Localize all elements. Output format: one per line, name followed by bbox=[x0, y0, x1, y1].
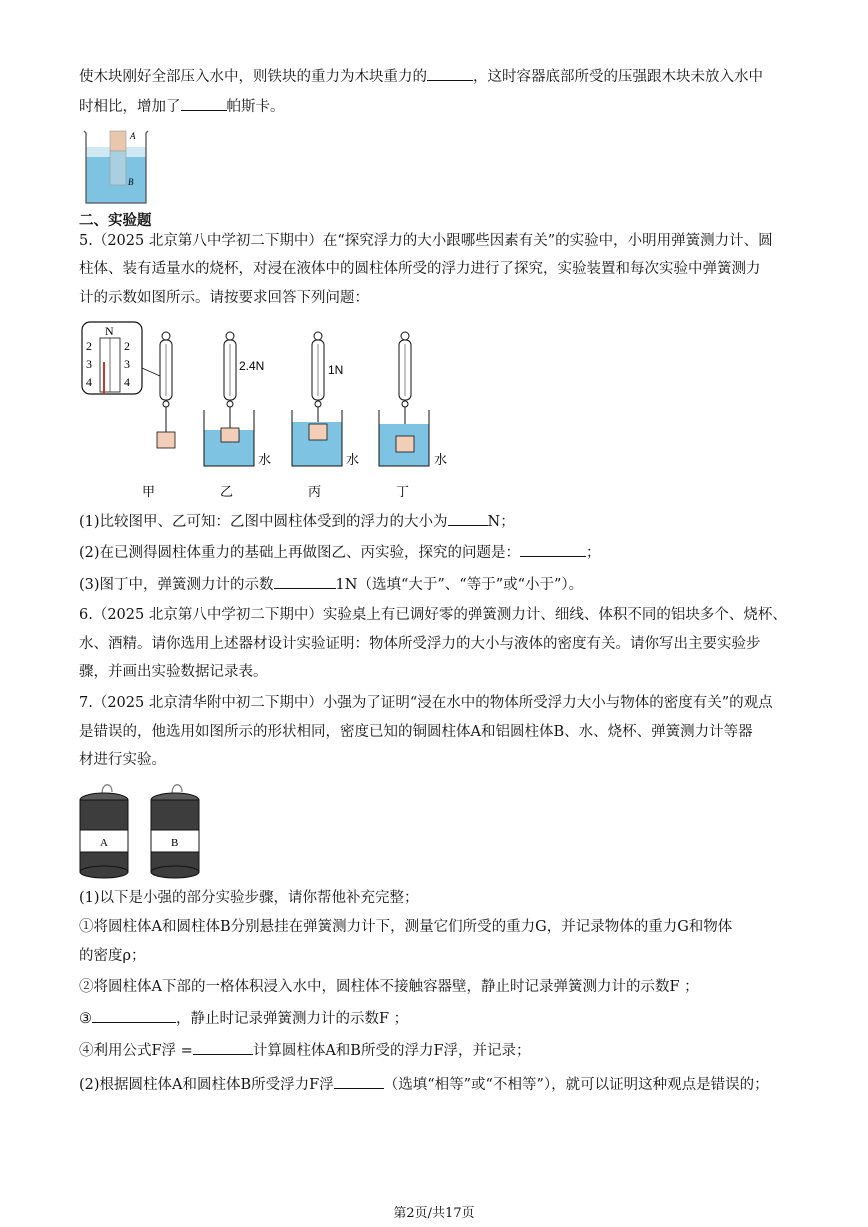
svg-text:2: 2 bbox=[86, 339, 92, 353]
q5-line-3: 计的示数如图所示。请按要求回答下列问题： bbox=[79, 290, 369, 306]
svg-text:4: 4 bbox=[86, 375, 92, 389]
q4-line-1: 使木块刚好全部压入水中，则铁块的重力为木块重力的 ，这时容器底部所受的压强跟木块未放入水中 bbox=[79, 66, 763, 87]
label-a: A bbox=[130, 131, 136, 141]
water-label-bing: 水 bbox=[346, 453, 360, 468]
answer-blank[interactable] bbox=[274, 574, 336, 589]
q7-sub-2: (2)根据圆柱体A和圆柱体B所受浮力F浮 （选填“相等”或“不相等”），就可以证明这种观点是错误的； bbox=[79, 1074, 769, 1095]
svg-text:3: 3 bbox=[86, 357, 92, 371]
answer-blank[interactable] bbox=[520, 542, 586, 557]
q7-sub-1: (1)以下是小强的部分实验步骤，请你帮他补充完整； bbox=[79, 890, 419, 906]
answer-blank[interactable] bbox=[92, 1008, 176, 1023]
q7-step-1b: 的密度ρ； bbox=[79, 948, 146, 964]
spring-scale-jia bbox=[157, 332, 175, 448]
caption-bing: 丙 bbox=[308, 485, 322, 500]
spring-scale-experiment-figure bbox=[78, 318, 458, 503]
svg-text:4: 4 bbox=[124, 375, 130, 389]
q4-line-2: 时相比，增加了 帕斯卡。 bbox=[79, 96, 285, 117]
label-b: B bbox=[128, 177, 134, 187]
q7-line-1: 7.（2025 北京清华附中初二下期中）小强为了证明“浸在水中的物体所受浮力大小与物体的密度有关”的观点 bbox=[79, 695, 773, 711]
q7-step-1a: ①将圆柱体A和圆柱体B分别悬挂在弹簧测力计下，测量它们所受的重力G，并记录物体的重力G和物体 bbox=[79, 919, 733, 935]
q7-step-2: ②将圆柱体A下部的一格体积浸入水中，圆柱体不接触容器壁，静止时记录弹簧测力计的示数F ； bbox=[79, 979, 699, 995]
q5-sub-1: (1)比较图甲、乙可知：乙图中圆柱体受到的浮力的大小为 N； bbox=[79, 511, 515, 532]
reading-bing: 1N bbox=[328, 363, 344, 377]
svg-text:3: 3 bbox=[124, 357, 130, 371]
water-label-yi: 水 bbox=[258, 453, 272, 468]
cylinder-b bbox=[151, 785, 199, 878]
caption-ding: 丁 bbox=[396, 485, 410, 500]
answer-blank[interactable] bbox=[181, 96, 227, 111]
iron-block-b bbox=[110, 151, 126, 185]
spring-scale-ding bbox=[379, 332, 429, 466]
page-number: 第2页/共17页 bbox=[393, 1206, 475, 1221]
q7-step-4: ④利用公式F浮 = 计算圆柱体A和B所受的浮力F浮，并记录； bbox=[79, 1040, 531, 1061]
q5-line-1: 5.（2025 北京第八中学初二下期中）在“探究浮力的大小跟哪些因素有关”的实验中，小明用弹簧测力计、圆 bbox=[79, 233, 773, 249]
q7-step-3: ③ ，静止时记录弹簧测力计的示数F ； bbox=[79, 1008, 408, 1029]
q7-line-3: 材进行实验。 bbox=[79, 752, 166, 768]
cylinder-a-label: A bbox=[100, 837, 108, 849]
q5-line-2: 柱体、装有适量水的烧杯，对浸在液体中的圆柱体所受的浮力进行了探究，实验装置和每次实验中弹簧测力 bbox=[79, 261, 761, 277]
caption-jia: 甲 bbox=[142, 485, 156, 500]
wood-block-a bbox=[110, 131, 126, 151]
q5-sub-3: (3)图丁中，弹簧测力计的示数 1N（选填“大于”、“等于”或“小于”）。 bbox=[79, 574, 583, 595]
answer-blank[interactable] bbox=[334, 1074, 384, 1089]
cylinder-b-label: B bbox=[171, 837, 179, 849]
q6-line-1: 6.（2025 北京第八中学初二下期中）实验桌上有已调好零的弹簧测力计、细线、体积不同的铝块多个、烧杯、 bbox=[79, 607, 787, 623]
section-title: 二、实验题 bbox=[79, 212, 152, 229]
svg-text:2: 2 bbox=[124, 339, 130, 353]
answer-blank[interactable] bbox=[427, 66, 473, 81]
reading-yi: 2.4N bbox=[239, 359, 265, 373]
cylinders-figure bbox=[78, 780, 218, 880]
q6-line-2: 水、酒精。请你选用上述器材设计实验证明：物体所受浮力的大小与液体的密度有关。请你写出主要实验步 bbox=[79, 636, 761, 652]
water-label-ding: 水 bbox=[434, 453, 448, 468]
q7-line-2: 是错误的，他选用如图所示的形状相同，密度已知的铜圆柱体A和铝圆柱体B、水、烧杯、弹簧测力计等器 bbox=[79, 724, 753, 740]
q6-line-3: 骤，并画出实验数据记录表。 bbox=[79, 664, 268, 680]
spring-scale-bing bbox=[292, 332, 342, 466]
q5-sub-2: (2)在已测得圆柱体重力的基础上再做图乙、丙实验，探究的问题是： ； bbox=[79, 542, 601, 563]
cylinder-a bbox=[80, 785, 128, 878]
answer-blank[interactable] bbox=[448, 511, 488, 526]
answer-blank[interactable] bbox=[193, 1040, 253, 1055]
scale-unit: N bbox=[105, 324, 114, 338]
beaker-wood-block-figure bbox=[80, 127, 152, 205]
spring-scale-yi bbox=[204, 332, 254, 466]
caption-yi: 乙 bbox=[220, 485, 234, 500]
